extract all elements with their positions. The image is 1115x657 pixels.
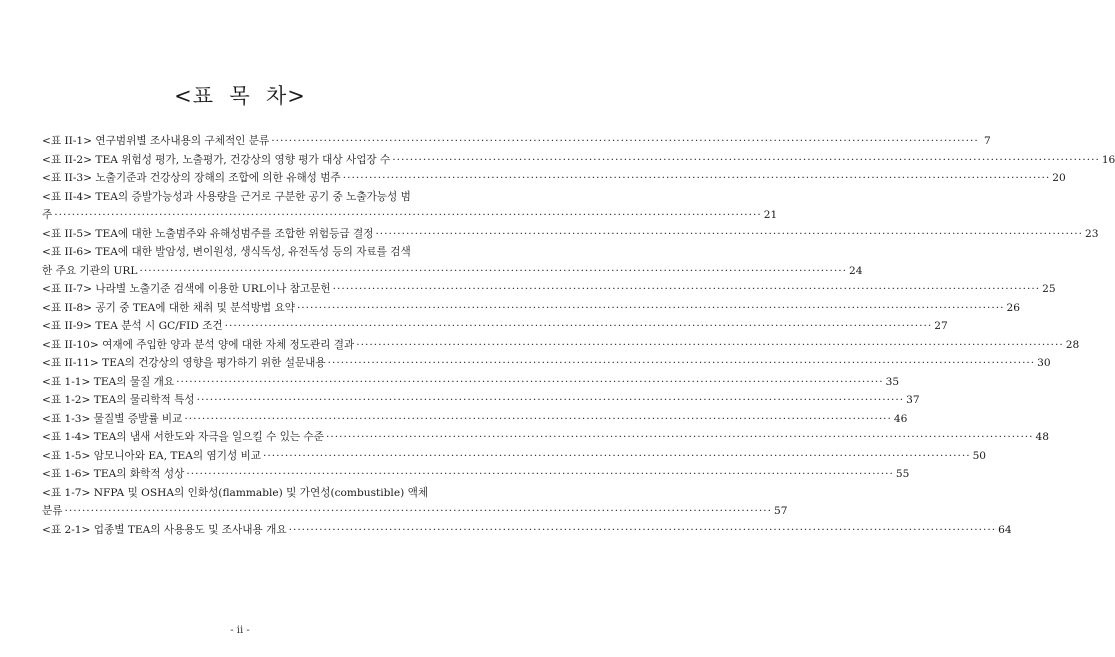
toc-entry-title: <표 1-7> NFPA 및 OSHA의 인화성(flammable) 및 가연성(combustible) 액체 (42, 486, 429, 499)
toc-page-number: 37 (906, 394, 920, 406)
dot-leader (333, 280, 1041, 299)
page-title: <표 목 차> (174, 84, 306, 108)
toc-entry-title: <표 II-2> TEA 위험성 평가, 노출평가, 건강상의 영향 평가 대상 사업장 수 (42, 153, 391, 166)
toc-page-number: 64 (998, 523, 1012, 536)
toc-page-number: 16 (1101, 153, 1115, 166)
toc-page-number: 35 (885, 375, 900, 388)
toc-page-number: 28 (1065, 338, 1080, 351)
toc-entry-title: <표 1-4> TEA의 냄새 서한도와 자극을 일으킬 수 있는 수준 (42, 431, 325, 443)
dot-leader (328, 354, 1036, 373)
toc-entry-title: <표 II-9> TEA 분석 시 GC/FID 조건 (42, 320, 223, 332)
toc-page-number: 48 (1035, 431, 1050, 443)
toc-entry[interactable] (42, 465, 910, 484)
dot-leader (139, 262, 847, 281)
toc-entry[interactable] (42, 132, 991, 151)
toc-entry[interactable] (42, 410, 908, 429)
toc-entry-title-continued: 한 주요 기관의 URL (42, 264, 138, 277)
toc-entry-title-continued: 분류 (42, 505, 63, 517)
toc-entry[interactable] (42, 225, 1099, 244)
toc-entry[interactable] (42, 299, 1020, 318)
dot-leader (375, 225, 1083, 244)
toc-entry[interactable] (42, 188, 778, 225)
toc-page-number: 55 (895, 468, 910, 480)
dot-leader (263, 447, 971, 466)
toc-entry-title: <표 II-10> 여재에 주입한 양과 분석 양에 대한 자체 정도관리 결과 (42, 338, 355, 351)
toc-page-number: 23 (1084, 227, 1099, 240)
toc-page-number: 26 (1006, 301, 1020, 314)
toc-page-number: 30 (1037, 357, 1051, 369)
toc-page-number: 57 (774, 505, 788, 517)
toc-page-number: 20 (1052, 172, 1066, 184)
dot-leader (186, 465, 894, 484)
toc-entry[interactable] (42, 280, 1056, 299)
dot-leader (225, 317, 933, 336)
toc-entry[interactable] (42, 336, 1080, 355)
toc-entry[interactable] (42, 243, 863, 280)
toc-entry-title: <표 1-6> TEA의 화학적 성상 (42, 468, 185, 480)
toc-entry-title: <표 II-3> 노출기준과 건강상의 장해의 조합에 의한 유해성 범주 (42, 172, 341, 184)
dot-leader (197, 391, 905, 410)
toc-entry-title: <표 1-3> 물질별 증발률 비교 (42, 412, 183, 425)
toc-entry[interactable] (42, 169, 1066, 188)
toc-entry[interactable] (42, 447, 987, 466)
toc-page-number: 27 (934, 320, 948, 332)
toc-entry-title: <표 1-1> TEA의 물질 개요 (42, 375, 175, 388)
toc-entry-title: <표 II-11> TEA의 건강상의 영향을 평가하기 위한 설문내용 (42, 357, 326, 369)
toc-entry[interactable] (42, 484, 788, 521)
toc-entry[interactable] (42, 354, 1051, 373)
dot-leader (289, 521, 997, 540)
dot-leader (356, 336, 1064, 355)
toc-entry-title: <표 II-5> TEA에 대한 노출범주와 유해성범주를 조합한 위험등급 결정 (42, 227, 374, 240)
toc-entry-title: <표 1-5> 암모니아와 EA, TEA의 염기성 비교 (42, 449, 262, 462)
toc-entry-title: <표 II-4> TEA의 증발가능성과 사용량을 근거로 구분한 공기 중 노출가능성 범 (42, 190, 411, 203)
toc-page-number: 25 (1042, 283, 1056, 295)
toc-page-number: 7 (984, 135, 991, 147)
dot-leader (54, 206, 762, 225)
toc-entry-title: <표 1-2> TEA의 물리학적 특성 (42, 394, 195, 406)
dot-leader (64, 502, 772, 521)
toc-entry-title: <표 II-8> 공기 중 TEA에 대한 채취 및 분석방법 요약 (42, 301, 295, 314)
dot-leader (326, 428, 1034, 447)
toc-page-number: 50 (972, 449, 987, 462)
dot-leader (176, 373, 884, 392)
page-number-footer: - ii - (230, 625, 250, 636)
toc-entry-title: <표 II-1> 연구범위별 조사내용의 구체적인 분류 (42, 135, 270, 147)
toc-page-number: 24 (848, 264, 863, 277)
dot-leader (392, 151, 1100, 170)
dot-leader (184, 410, 892, 429)
table-of-contents (42, 132, 1115, 539)
toc-entry[interactable] (42, 373, 900, 392)
dot-leader (343, 169, 1051, 188)
dot-leader (271, 132, 979, 151)
dot-leader (297, 299, 1005, 318)
toc-entry[interactable] (42, 428, 1050, 447)
toc-page-number: 21 (763, 209, 778, 221)
toc-entry-title: <표 II-7> 나라별 노출기준 검색에 이용한 URL이나 참고문헌 (42, 283, 331, 295)
toc-entry[interactable] (42, 391, 920, 410)
toc-entry-title: <표 II-6> TEA에 대한 발암성, 변이원성, 생식독성, 유전독성 등의 자료를 검색 (42, 246, 411, 258)
toc-entry-title: <표 2-1> 업종별 TEA의 사용용도 및 조사내용 개요 (42, 523, 287, 536)
toc-page-number: 46 (893, 412, 908, 425)
toc-entry-title-continued: 주 (42, 209, 53, 221)
toc-entry[interactable] (42, 317, 948, 336)
toc-entry[interactable] (42, 521, 1012, 540)
toc-entry[interactable] (42, 151, 1115, 170)
